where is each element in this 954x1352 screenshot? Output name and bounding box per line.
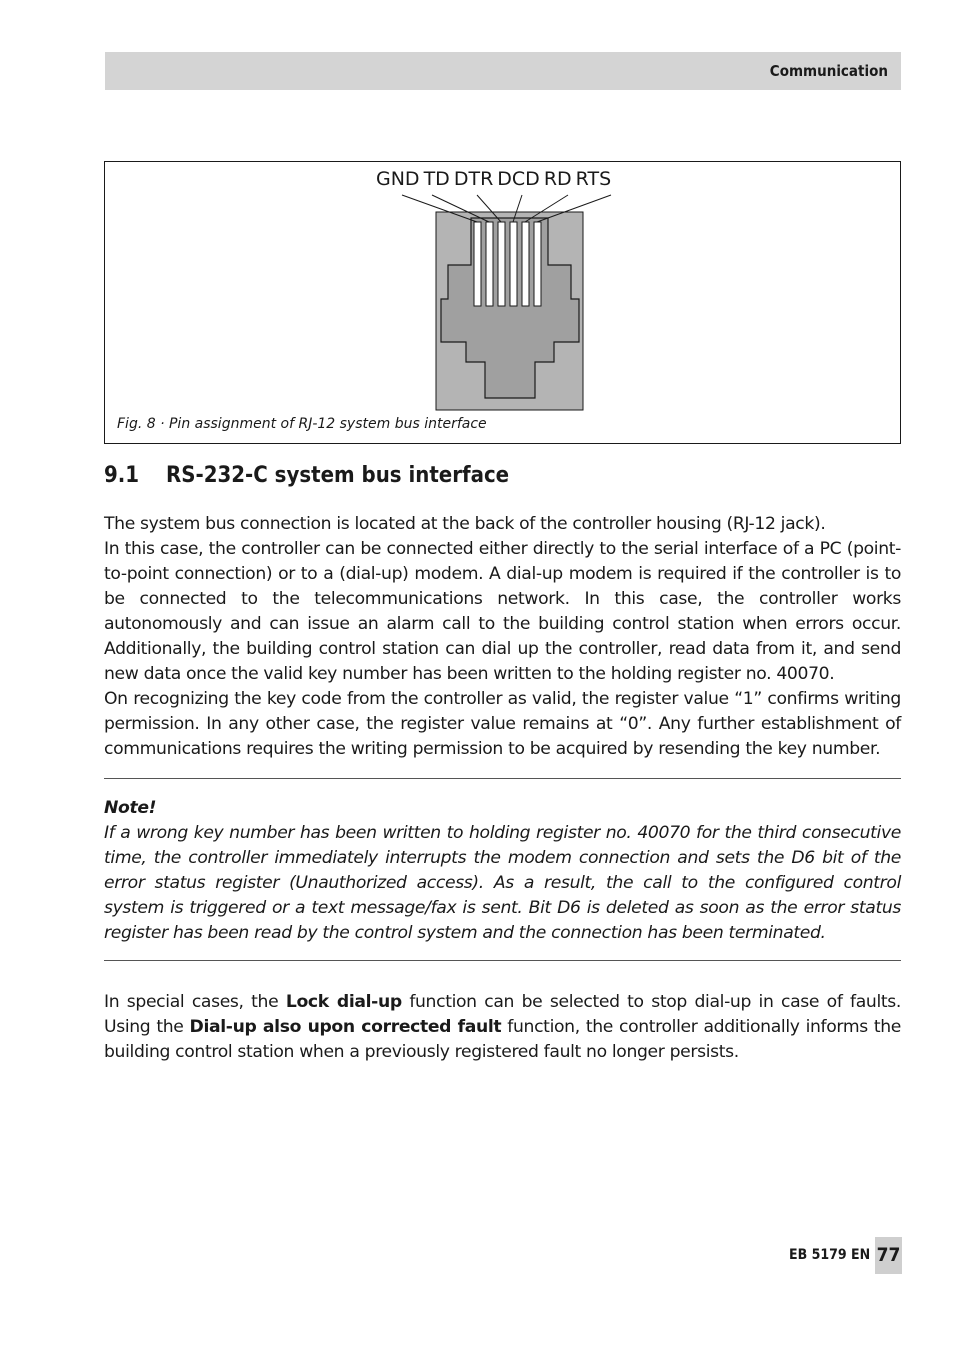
pin-1: [474, 222, 481, 306]
section-title: RS-232-C system bus interface: [166, 463, 510, 488]
note-top-divider: [104, 778, 901, 779]
paragraph: The system bus connection is located at the back of the controller housing (RJ-12 jack).: [104, 514, 826, 534]
closing-text: In special cases, the: [104, 992, 286, 1012]
paragraph: In this case, the controller can be connected either directly to the serial interface of a PC (point-to-point connection) or to a (dial-up) modem. A dial-up modem is required if the controller is to be connected to the telecommunications network. In this case, the controller works autonomously and can issue an alarm call to the building control station when errors occur. Additionally, the building control station can dial up the controller, read data from it, and send new data once the valid key number has been written to the holding register no. 40070.: [104, 539, 901, 684]
header-bar: [105, 52, 901, 90]
pin-label-dtr: DTR: [453, 168, 494, 190]
note-title: Note!: [104, 798, 157, 818]
figure-rj12: [104, 161, 901, 444]
section-number: 9.1: [104, 463, 140, 488]
note-block: [104, 796, 901, 946]
lock-dial-up-term: Lock dial-up: [285, 992, 402, 1012]
pin-4: [510, 222, 517, 306]
closing-text: function can be selected to stop dial-up in case of faults. Using the: [104, 992, 902, 1037]
document-code: EB 5179 EN: [789, 1247, 871, 1263]
note-text: If a wrong key number has been written to holding register no. 40070 for the third consecutive time, the controller immediately interrupts the modem connection and sets the D6 bit of the error status register (Unauthorized access). As a result, the call to the configured control system is triggered or a text message/fax is sent. Bit D6 is deleted as soon as the error status register has been read by the control system and the connection has been terminated.: [104, 823, 901, 943]
pin-6: [534, 222, 541, 306]
figure-caption: Fig. 8 · Pin assignment of RJ-12 system bus interface: [117, 416, 487, 432]
rj12-jack-diagram: [105, 162, 902, 445]
pin-2: [486, 222, 493, 306]
pin-label-td: TD: [423, 168, 450, 190]
pin-label-rd: RD: [543, 168, 572, 190]
pin-label-gnd: GND: [376, 168, 420, 190]
closing-paragraph: [104, 990, 901, 1065]
pin-label-rts: RTS: [575, 168, 612, 190]
pin-label-dcd: DCD: [497, 168, 540, 190]
pin-5: [522, 222, 529, 306]
note-bottom-divider: [104, 960, 901, 961]
page-number: 77: [875, 1237, 902, 1274]
paragraph: On recognizing the key code from the controller as valid, the register value “1” confirms writing permission. In any other case, the register value remains at “0”. Any further establishment of communications requires the writing permission to be acquired by resending the key number.: [104, 689, 901, 759]
main-body: [104, 512, 901, 762]
section-header-title: Communication: [769, 62, 888, 80]
dial-up-corrected-fault-term: Dial-up also upon corrected fault: [189, 1017, 502, 1037]
section-heading: [104, 463, 509, 488]
closing-text: function, the controller additionally informs the building control station when a previously registered fault no longer persists.: [104, 1017, 901, 1062]
pin-3: [498, 222, 505, 306]
